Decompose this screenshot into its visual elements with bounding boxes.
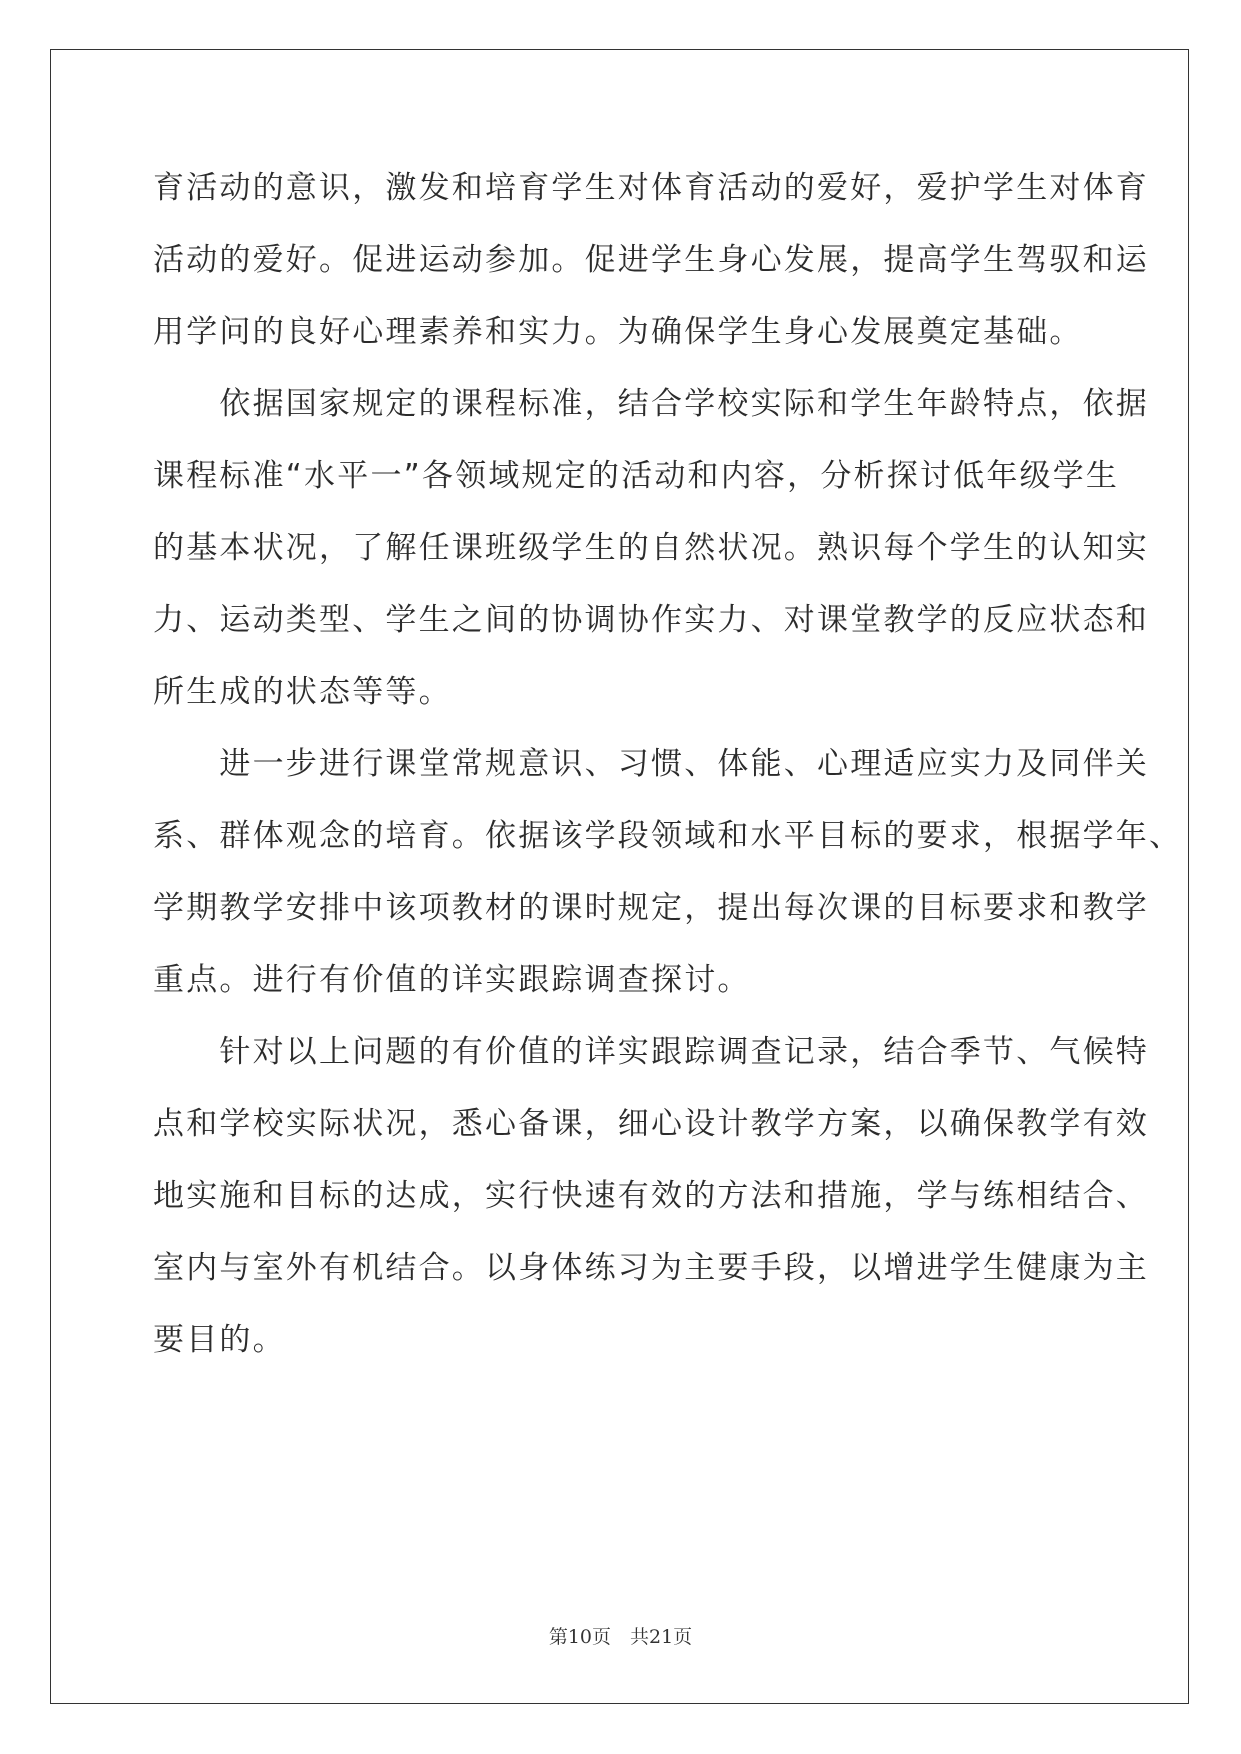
- text-line: 重点。进行有价值的详实跟踪调查探讨。: [153, 962, 751, 998]
- text-line: 活动的爱好。促进运动参加。促进学生身心发展，提高学生驾驭和运: [153, 242, 1149, 278]
- text-line: 的基本状况，了解任课班级学生的自然状况。熟识每个学生的认知实: [153, 530, 1149, 566]
- text-line: 室内与室外有机结合。以身体练习为主要手段，以增进学生健康为主: [153, 1250, 1149, 1286]
- text-line: 育活动的意识，激发和培育学生对体育活动的爱好，爱护学生对体育: [153, 170, 1149, 206]
- text-line: 力、运动类型、学生之间的协调协作实力、对课堂教学的反应状态和: [153, 602, 1149, 638]
- text-line: 系、群体观念的培育。依据该学段领域和水平目标的要求，根据学年、: [153, 818, 1183, 854]
- paragraph-start-line: 进一步进行课堂常规意识、习惯、体能、心理适应实力及同伴关: [153, 746, 1149, 782]
- paragraph-start-line: 针对以上问题的有价值的详实跟踪调查记录，结合季节、气候特: [153, 1034, 1149, 1070]
- text-line: 学期教学安排中该项教材的课时规定，提出每次课的目标要求和教学: [153, 890, 1149, 926]
- text-line: 要目的。: [153, 1322, 286, 1358]
- text-line: 所生成的状态等等。: [153, 674, 452, 710]
- text-line: 地实施和目标的达成，实行快速有效的方法和措施，学与练相结合、: [153, 1178, 1149, 1214]
- text-line: 点和学校实际状况，悉心备课，细心设计教学方案，以确保教学有效: [153, 1106, 1149, 1142]
- text-line: 用学问的良好心理素养和实力。为确保学生身心发展奠定基础。: [153, 314, 1083, 350]
- paragraph-start-line: 依据国家规定的课程标准，结合学校实际和学生年龄特点，依据: [153, 386, 1149, 422]
- text-line: 课程标准“水平一”各领域规定的活动和内容，分析探讨低年级学生: [153, 458, 1120, 494]
- page-footer: [0, 1624, 1241, 1650]
- page-number: 第10页 共21页: [548, 1626, 693, 1648]
- page-border: [50, 49, 1189, 1704]
